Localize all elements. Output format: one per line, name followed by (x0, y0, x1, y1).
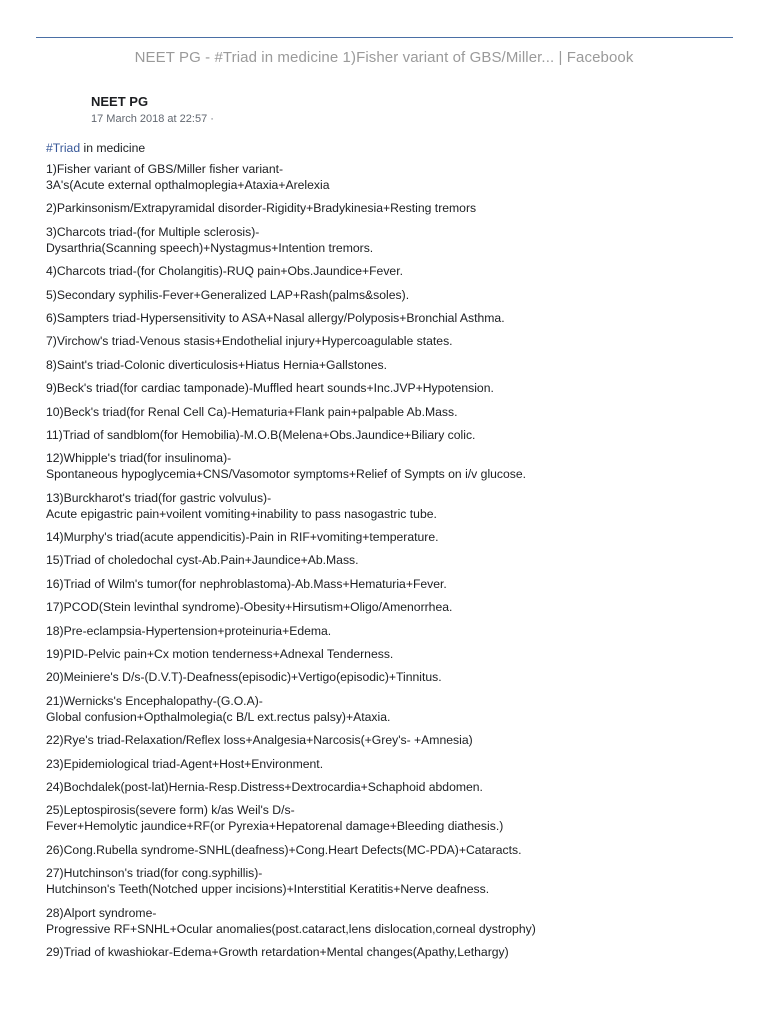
list-item (46, 865, 746, 897)
list-item-line: 27)Hutchinson's triad(for cong.syphillis)- (46, 866, 263, 881)
list-item (46, 732, 746, 748)
list-item (46, 380, 746, 396)
list-item-line: 8)Saint's triad-Colonic diverticulosis+Hiatus Hernia+Gallstones. (46, 357, 388, 372)
list-item-line: 28)Alport syndrome- (46, 905, 157, 920)
list-item-line: 9)Beck's triad(for cardiac tamponade)-Muffled heart sounds+Inc.JVP+Hypotension. (46, 381, 494, 396)
list-item (46, 490, 746, 522)
list-item-line: 3A's(Acute external opthalmoplegia+Ataxia+Arelexia (46, 178, 330, 192)
list-item (46, 905, 746, 937)
list-item-line: 6)Sampters triad-Hypersensitivity to ASA+Nasal allergy/Polyposis+Bronchial Asthma. (46, 310, 505, 325)
list-item-line: 21)Wernicks's Encephalopathy-(G.O.A)- (46, 693, 263, 708)
list-item-line: 15)Triad of choledochal cyst-Ab.Pain+Jaundice+Ab.Mass. (46, 553, 359, 568)
list-item-line: 26)Cong.Rubella syndrome-SNHL(deafness)+Cong.Heart Defects(MC-PDA)+Cataracts. (46, 842, 522, 857)
list-item (46, 357, 746, 373)
list-item-line: 19)PID-Pelvic pain+Cx motion tenderness+Adnexal Tenderness. (46, 647, 394, 662)
post-body (46, 140, 746, 967)
header-divider (36, 37, 733, 38)
list-item-line: 11)Triad of sandblom(for Hemobilia)-M.O.B(Melena+Obs.Jaundice+Biliary colic. (46, 427, 476, 442)
list-item (46, 333, 746, 349)
list-item (46, 404, 746, 420)
list-item (46, 623, 746, 639)
list-item-line: Spontaneous hypoglycemia+CNS/Vasomotor symptoms+Relief of Sympts on i/v glucose. (46, 467, 527, 482)
list-item (46, 693, 746, 725)
list-item (46, 263, 746, 279)
list-item-line: 18)Pre-eclampsia-Hypertension+proteinuria+Edema. (46, 623, 332, 638)
list-item-line: 23)Epidemiological triad-Agent+Host+Environment. (46, 756, 324, 771)
list-item (46, 944, 746, 960)
list-item-line: Progressive RF+SNHL+Ocular anomalies(post.cataract,lens dislocation,corneal dystrophy) (46, 921, 536, 936)
hashtag-link[interactable]: #Triad (46, 141, 81, 155)
list-item-line: 22)Rye's triad-Relaxation/Reflex loss+Analgesia+Narcosis(+Grey's- +Amnesia) (46, 733, 473, 748)
list-item-line: 20)Meiniere's D/s-(D.V.T)-Deafness(episodic)+Vertigo(episodic)+Tinnitus. (46, 670, 442, 685)
list-item-line: Global confusion+Opthalmolegia(c B/L ext.rectus palsy)+Ataxia. (46, 709, 391, 724)
list-item-line: 1)Fisher variant of GBS/Miller fisher variant- (46, 162, 284, 176)
list-item (46, 599, 746, 615)
list-item (46, 669, 746, 685)
list-item-line: 2)Parkinsonism/Extrapyramidal disorder-Rigidity+Bradykinesia+Resting tremors (46, 201, 477, 216)
list-item-line: 12)Whipple's triad(for insulinoma)- (46, 451, 232, 466)
list-item (46, 224, 746, 256)
list-item-line: 17)PCOD(Stein levinthal syndrome)-Obesity+Hirsutism+Oligo/Amenorrhea. (46, 600, 453, 615)
list-item (46, 646, 746, 662)
list-item-line: 13)Burckharot's triad(for gastric volvulus)- (46, 490, 272, 505)
list-item-line: 10)Beck's triad(for Renal Cell Ca)-Hematuria+Flank pain+palpable Ab.Mass. (46, 404, 458, 419)
list-item-line: 5)Secondary syphilis-Fever+Generalized LAP+Rash(palms&soles). (46, 287, 410, 302)
post-intro (46, 140, 746, 156)
list-item (46, 450, 746, 482)
list-item-line: Hutchinson's Teeth(Notched upper incisions)+Interstitial Keratitis+Nerve deafness. (46, 882, 490, 897)
list-item-line: 29)Triad of kwashiokar-Edema+Growth retardation+Mental changes(Apathy,Lethargy) (46, 944, 509, 959)
list-item (46, 576, 746, 592)
list-item (46, 779, 746, 795)
triad-list (46, 161, 746, 960)
list-item (46, 200, 746, 216)
list-item (46, 287, 746, 303)
list-item-line: Fever+Hemolytic jaundice+RF(or Pyrexia+Hepatorenal damage+Bleeding diathesis.) (46, 819, 504, 834)
list-item-line: 4)Charcots triad-(for Cholangitis)-RUQ pain+Obs.Jaundice+Fever. (46, 264, 403, 279)
list-item (46, 552, 746, 568)
list-item (46, 529, 746, 545)
post-timestamp[interactable]: 17 March 2018 at 22:57 · (91, 113, 214, 125)
list-item (46, 310, 746, 326)
list-item (46, 756, 746, 772)
list-item-line: 3)Charcots triad-(for Multiple sclerosis)- (46, 224, 260, 239)
list-item-line: 7)Virchow's triad-Venous stasis+Endothelial injury+Hypercoagulable states. (46, 334, 453, 349)
post-intro-text: in medicine (80, 141, 146, 155)
post-author[interactable]: NEET PG (91, 94, 149, 109)
list-item-line: 25)Leptospirosis(severe form) k/as Weil's D/s- (46, 803, 295, 818)
list-item (46, 842, 746, 858)
list-item-line: 14)Murphy's triad(acute appendicitis)-Pain in RIF+vomiting+temperature. (46, 530, 439, 545)
list-item (46, 427, 746, 443)
list-item-line: 16)Triad of Wilm's tumor(for nephroblastoma)-Ab.Mass+Hematuria+Fever. (46, 576, 447, 591)
list-item (46, 802, 746, 834)
list-item-line: Dysarthria(Scanning speech)+Nystagmus+Intention tremors. (46, 240, 374, 255)
list-item (46, 161, 746, 193)
page-title: NEET PG - #Triad in medicine 1)Fisher variant of GBS/Miller... | Facebook (134, 49, 634, 66)
list-item-line: 24)Bochdalek(post-lat)Hernia-Resp.Distress+Dextrocardia+Schaphoid abdomen. (46, 779, 483, 794)
list-item-line: Acute epigastric pain+voilent vomiting+inability to pass nasogastric tube. (46, 506, 437, 521)
